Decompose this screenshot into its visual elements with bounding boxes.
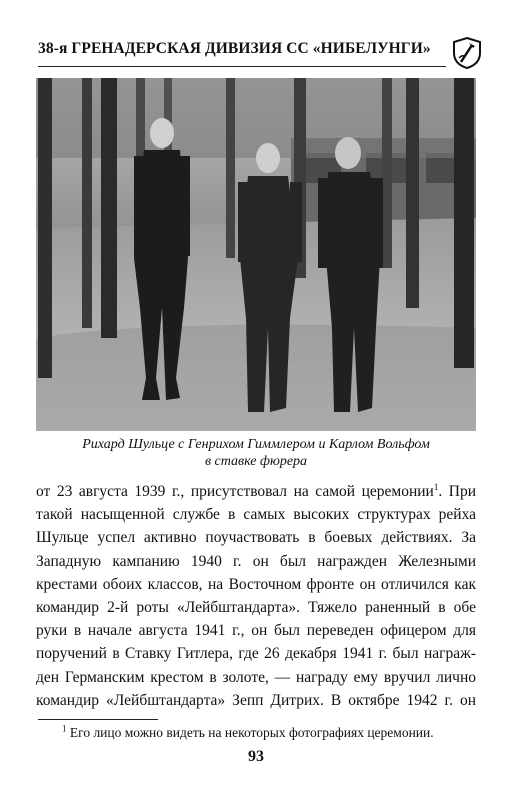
- body-line-6: командир 2-й роты «Лейбштандарта». Тяжело раненный в обе: [36, 598, 476, 616]
- body-line-1: от 23 августа 1939 г., присутствовал на самой церемонии$^1$. При: [36, 481, 476, 500]
- footnote-rule: [38, 719, 158, 720]
- photo-caption: [36, 436, 476, 470]
- body-line-8: поручений в Ставку Гитлера, где 26 декабря 1941 г. был награж-: [36, 645, 476, 663]
- nibelung-emblem-icon: [450, 36, 484, 70]
- footnote: [62, 725, 482, 741]
- body-paragraph: [36, 480, 476, 712]
- header-rule: [38, 66, 446, 67]
- footnote-number: 1: [62, 723, 67, 734]
- caption-line-1: Рихард Шульце с Генрихом Гиммлером и Карлом Вольфом: [82, 437, 430, 452]
- footnote-marker[interactable]: 1: [433, 481, 439, 492]
- body-line-9: ден Германским крестом в золоте, — награду ему вручил лично: [36, 668, 476, 686]
- body-line-3: Шульце успел активно поучаствовать в боевых действиях. За: [36, 529, 476, 547]
- body-line-5: крестами обоих классов, на Восточном фронте он отличился как: [36, 575, 476, 593]
- body-line-7: руки в начале августа 1941 г., он был переведен офицером для: [36, 622, 476, 640]
- body-line-2: такой насыщенной службе в самых высоких структурах рейха: [36, 506, 476, 524]
- running-header: 38-я ГРЕНАДЕРСКАЯ ДИВИЗИЯ СС «НИБЕЛУНГИ»: [38, 40, 431, 57]
- historical-photo: [36, 78, 476, 431]
- body-line-10: командир «Лейбштандарта» Зепп Дитрих. В октябре 1942 г. он: [36, 691, 476, 709]
- footnote-text: Его лицо можно видеть на некоторых фотографиях церемонии.: [66, 725, 434, 740]
- body-line-4: Западную кампанию 1940 г. он был награжден Железными: [36, 552, 476, 570]
- caption-line-2: в ставке фюрера: [204, 454, 308, 469]
- page-number: 93: [248, 748, 264, 765]
